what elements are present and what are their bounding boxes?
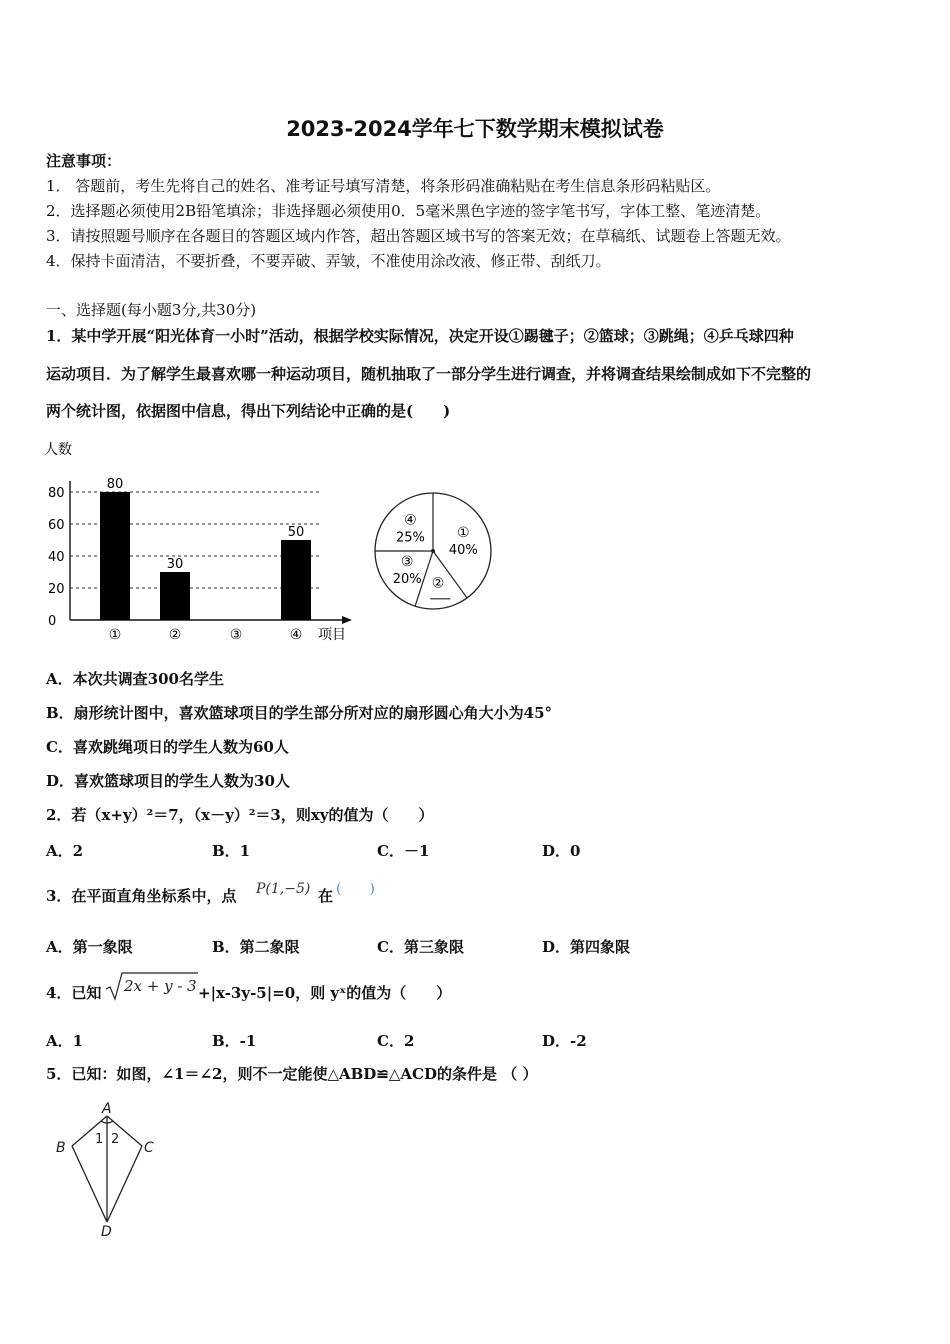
bar-4 xyxy=(281,540,311,620)
bar-ytick-label: 40 xyxy=(48,550,65,565)
q2-option-b: B．1 xyxy=(212,842,251,860)
q3-tail: 在 xyxy=(318,887,334,905)
bar-2 xyxy=(160,572,190,620)
label-angle-1: 1 xyxy=(95,1132,104,1147)
note-item-3: 3．请按照题号顺序在各题目的答题区域内作答，超出答题区域书写的答案无效；在草稿纸、试题卷上答题无效。 xyxy=(46,227,791,245)
segment-bd xyxy=(72,1146,107,1222)
bar-category-label: ④ xyxy=(289,627,303,643)
q4-option-b: B．-1 xyxy=(212,1032,257,1050)
q4-pre: 4．已知 xyxy=(46,984,102,1002)
q3-option-b: B．第二象限 xyxy=(212,938,300,956)
pie-center-dot xyxy=(431,549,435,553)
q1-option-b: B．扇形统计图中，喜欢篮球项目的学生部分所对应的扇形圆心角大小为45° xyxy=(46,704,553,722)
pie-slice-value: 25% xyxy=(395,530,425,546)
q5-stem: 5．已知：如图，∠1＝∠2，则不一定能使△ABD≌△ACD的条件是 （ ） xyxy=(46,1065,538,1083)
q4-post: +|x-3y-5|=0，则 yˣ的值为（ ） xyxy=(198,984,452,1002)
q1-option-d: D．喜欢篮球项目的学生人数为30人 xyxy=(46,772,290,790)
q2-option-d: D．0 xyxy=(542,842,581,860)
page-title: 2023-2024学年七下数学期末模拟试卷 xyxy=(286,117,664,141)
note-item-4: 4．保持卡面清洁，不要折叠，不要弄破、弄皱，不准使用涂改液、修正带、刮纸刀。 xyxy=(46,252,611,270)
note-item-2: 2．选择题必须使用2B铅笔填涂；非选择题必须使用0．5毫米黑色字迹的签字笔书写，字体工整、笔迹清楚。 xyxy=(46,202,771,220)
q3-stem: 3．在平面直角坐标系中，点 xyxy=(46,887,237,905)
q3-option-d: D．第四象限 xyxy=(542,938,631,956)
segment-cd xyxy=(107,1146,142,1222)
pie-slice-label: ④ xyxy=(404,512,417,529)
q2-option-c: C．－1 xyxy=(377,842,430,860)
bar-ytick-label: 60 xyxy=(48,518,65,533)
notes-heading: 注意事项： xyxy=(46,152,122,170)
pie-slice-value: 20% xyxy=(392,571,422,587)
q5-figure xyxy=(50,1098,170,1240)
q2-stem-prefix: 2．若（ xyxy=(46,806,102,824)
q3-paren: ( ) xyxy=(336,881,375,897)
q4-radicand: 2x + y - 3 xyxy=(124,977,197,995)
bar-ytick-label: 80 xyxy=(48,486,65,501)
bar-chart xyxy=(40,436,360,648)
bar-ylabel: 人数 xyxy=(44,442,72,458)
label-a: A xyxy=(102,1101,112,1117)
label-angle-2: 2 xyxy=(111,1132,120,1147)
pie-chart xyxy=(370,486,500,616)
label-c: C xyxy=(144,1140,154,1156)
q1-option-a: A．本次共调查300名学生 xyxy=(46,670,224,688)
bar-xlabel: 项目 xyxy=(318,627,346,643)
pie-slice-label: ③ xyxy=(400,553,414,570)
q4-radical xyxy=(104,969,200,1003)
q1-line-2: 运动项目．为了解学生最喜欢哪一种运动项目，随机抽取了一部分学生进行调查，并将调查结果绘制成如下不完整的 xyxy=(46,365,812,383)
bar-ytick-label: 20 xyxy=(48,582,65,597)
bar-data-label: 80 xyxy=(106,477,124,492)
section-heading: 一、选择题(每小题3分,共30分) xyxy=(46,301,257,319)
pie-slice-label: ② xyxy=(431,575,445,592)
pie-slice-value: 40% xyxy=(448,543,478,559)
q1-line-3: 两个统计图，依据图中信息，得出下列结论中正确的是( ) xyxy=(46,402,451,420)
q1-option-c: C．喜欢跳绳项日的学生人数为60人 xyxy=(46,738,289,756)
x-axis-arrow-icon xyxy=(342,616,352,624)
q2-option-a: A．2 xyxy=(46,842,84,860)
q2-stem xyxy=(46,805,434,825)
q4-option-a: A．1 xyxy=(46,1032,84,1050)
label-b: B xyxy=(56,1140,66,1156)
q3-option-a: A．第一象限 xyxy=(46,938,133,956)
q3-option-c: C．第三象限 xyxy=(377,938,464,956)
bar-1 xyxy=(100,492,130,620)
pie-slice-label: ① xyxy=(457,525,470,542)
note-item-1: 1． 答题前，考生先将自己的姓名、准考证号填写清楚，将条形码准确粘贴在考生信息条形码粘贴区。 xyxy=(46,177,721,195)
label-d: D xyxy=(101,1224,112,1240)
bar-category-label: ① xyxy=(108,627,122,643)
bar-ytick-label: 0 xyxy=(48,614,57,629)
bar-data-label: 30 xyxy=(166,557,184,572)
q4-option-d: D．-2 xyxy=(542,1032,587,1050)
bar-category-label: ② xyxy=(168,627,182,643)
q2-stem-body: x+y）²＝7，（x－y）²＝3，则xy的值为（ ） xyxy=(101,806,434,824)
q1-line-1: 1．某中学开展“阳光体育一小时”活动，根据学校实际情况，决定开设①踢毽子；②篮球；③跳绳；④乒乓球四种 xyxy=(46,327,794,345)
q4-option-c: C．2 xyxy=(377,1032,415,1050)
bar-category-label: ③ xyxy=(229,627,243,643)
bar-data-label: 50 xyxy=(287,525,305,540)
q3-point: P(1,−5) xyxy=(256,881,311,897)
